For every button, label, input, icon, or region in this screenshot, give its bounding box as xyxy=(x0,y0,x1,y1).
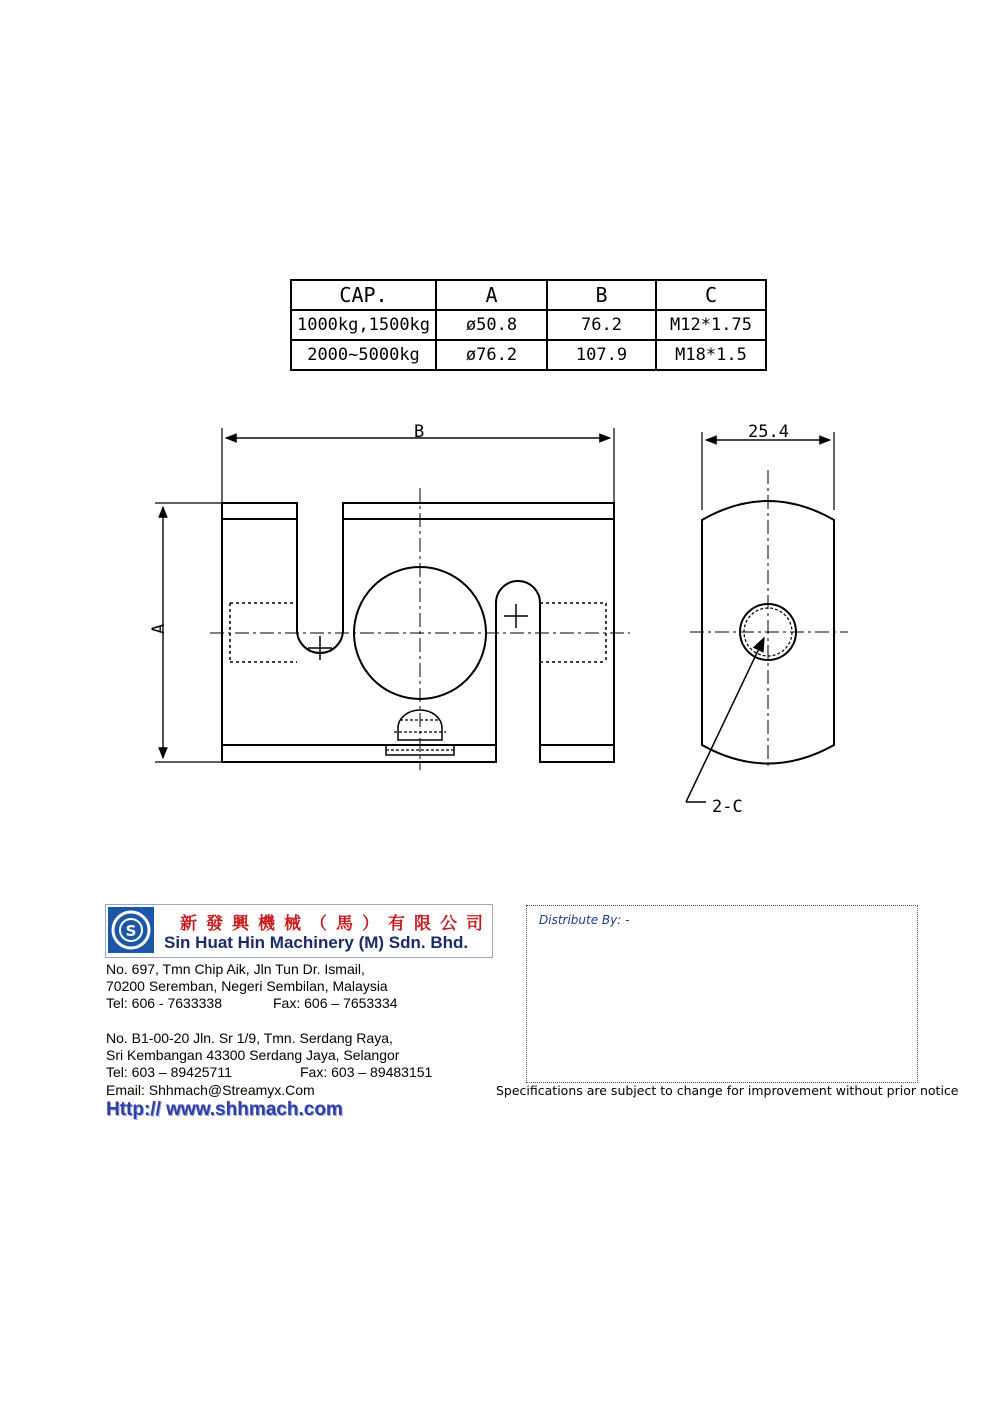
cell-a: ø50.8 xyxy=(436,310,547,340)
logo-mark-icon xyxy=(108,907,154,953)
specification-notice: Specifications are subject to change for improvement without prior notice xyxy=(496,1083,959,1098)
cell-c: M12*1.75 xyxy=(656,310,766,340)
header-c: C xyxy=(656,280,766,310)
email-text: Email: Shhmach@Streamyx.Com xyxy=(106,1082,315,1098)
address1-tel: Tel: 606 - 7633338 xyxy=(106,995,222,1011)
cell-cap: 2000~5000kg xyxy=(291,340,436,370)
cell-b: 76.2 xyxy=(547,310,656,340)
address1-fax: Fax: 606 – 7653334 xyxy=(273,995,398,1011)
dimension-b-label: B xyxy=(414,422,425,442)
cell-b: 107.9 xyxy=(547,340,656,370)
website-link[interactable]: Http:// www.shhmach.com xyxy=(106,1099,343,1120)
logo-letter: S xyxy=(125,922,137,940)
dimension-a-label: A xyxy=(149,623,169,634)
address1-line2: 70200 Seremban, Negeri Sembilan, Malaysia xyxy=(106,978,388,994)
thread-callout-label: 2-C xyxy=(712,797,743,817)
distributor-box xyxy=(526,905,918,1083)
distribute-by-label: Distribute By: - xyxy=(539,913,630,927)
cell-a: ø76.2 xyxy=(436,340,547,370)
address2-line2: Sri Kembangan 43300 Serdang Jaya, Selangor xyxy=(106,1047,400,1063)
company-logo xyxy=(105,904,493,958)
address1-line1: No. 697, Tmn Chip Aik, Jln Tun Dr. Ismail, xyxy=(106,961,365,977)
address2-fax: Fax: 603 – 89483151 xyxy=(300,1064,433,1080)
front-view xyxy=(155,428,630,770)
cell-c: M18*1.5 xyxy=(656,340,766,370)
cell-cap: 1000kg,1500kg xyxy=(291,310,436,340)
header-b: B xyxy=(547,280,656,310)
header-a: A xyxy=(436,280,547,310)
company-name-chinese: 新發興機械（馬）有限公司 xyxy=(180,914,492,934)
company-name-english: Sin Huat Hin Machinery (M) Sdn. Bhd. xyxy=(164,933,469,952)
dimension-width-label: 25.4 xyxy=(748,422,789,442)
side-view xyxy=(686,432,848,802)
address2-line1: No. B1-00-20 Jln. Sr 1/9, Tmn. Serdang Raya, xyxy=(106,1030,393,1046)
header-cap: CAP. xyxy=(291,280,436,310)
address2-tel: Tel: 603 – 89425711 xyxy=(106,1064,232,1080)
